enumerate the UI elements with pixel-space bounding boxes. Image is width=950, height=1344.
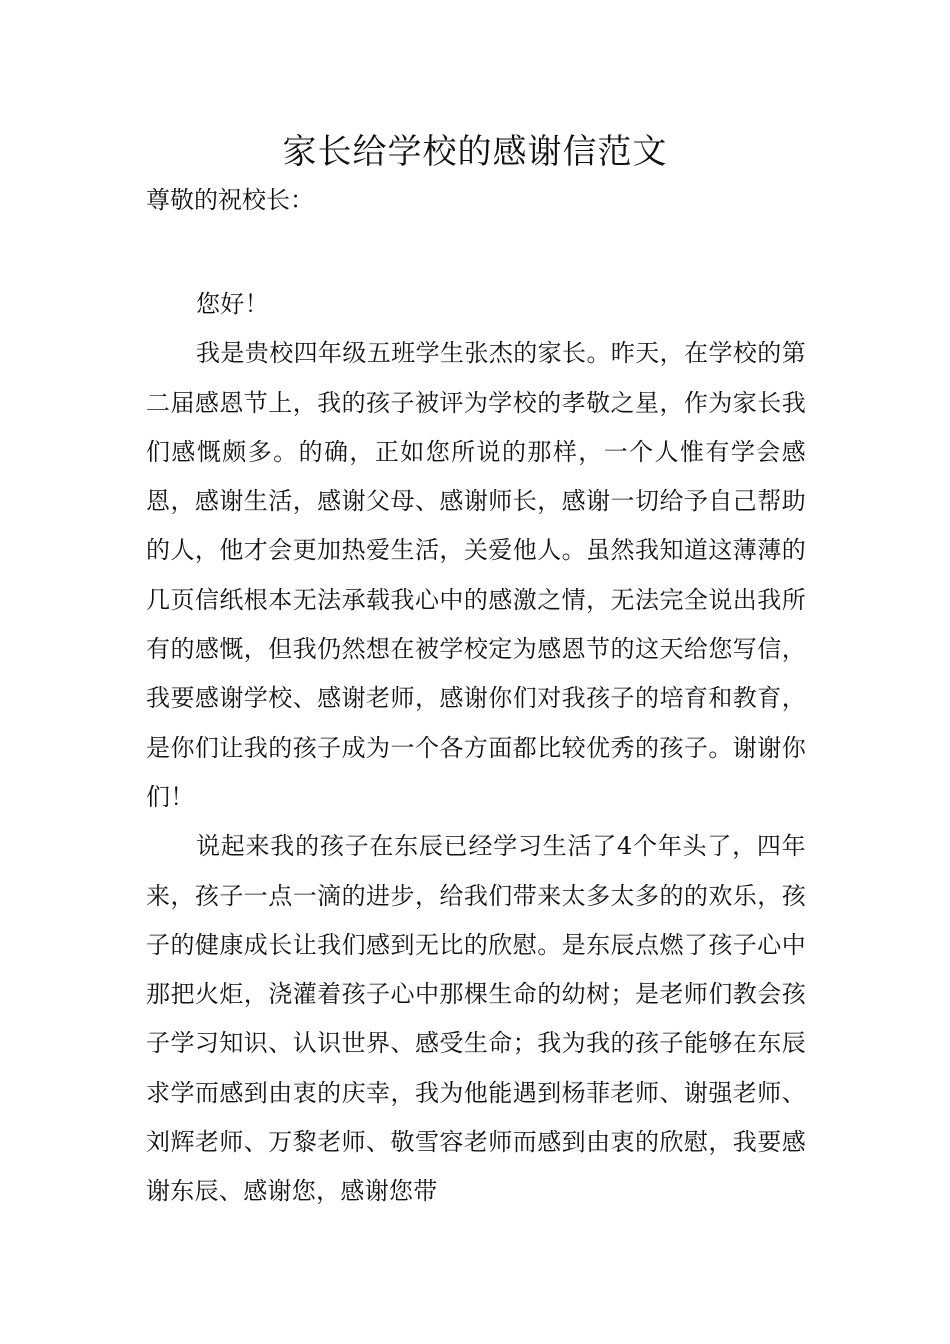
greeting: 您好！ [196,290,269,318]
paragraph-2: 说起来我的孩子在东辰已经学习生活了4个年头了，四年来，孩子一点一滴的进步，给我们带来太多太多的的欢乐，孩子的健康成长让我们感到无比的欣慰。是东辰点燃了孩子心中那把火炬，浇灌着孩子心中那棵生命的幼树；是老师们教会孩子学习知识、认识世界、感受生命；我为我的孩子能够在东辰求学而感到由衷的庆幸，我为他能遇到杨菲老师、谢强老师、刘辉老师、万黎老师、敬雪容老师而感到由衷的欣慰，我要感谢东辰、感谢您，感谢您带 [146,832,806,1206]
salutation: 尊敬的祝校长： [146,186,314,214]
document-title: 家长给学校的感谢信范文 [282,132,668,172]
letter-body [146,280,806,1217]
paragraph-1: 我是贵校四年级五班学生张杰的家长。昨天，在学校的第二届感恩节上，我的孩子被评为学校的孝敬之星，作为家长我们感慨颇多。的确，正如您所说的那样，一个人惟有学会感恩，感谢生活，感谢父母、感谢师长，感谢一切给予自己帮助的人，他才会更加热爱生活，关爱他人。虽然我知道这薄薄的几页信纸根本无法承载我心中的感激之情，无法完全说出我所有的感慨，但我仍然想在被学校定为感恩节的这天给您写信，我要感谢学校、感谢老师，感谢你们对我孩子的培育和教育，是你们让我的孩子成为一个各方面都比较优秀的孩子。谢谢你们！ [146,339,806,811]
